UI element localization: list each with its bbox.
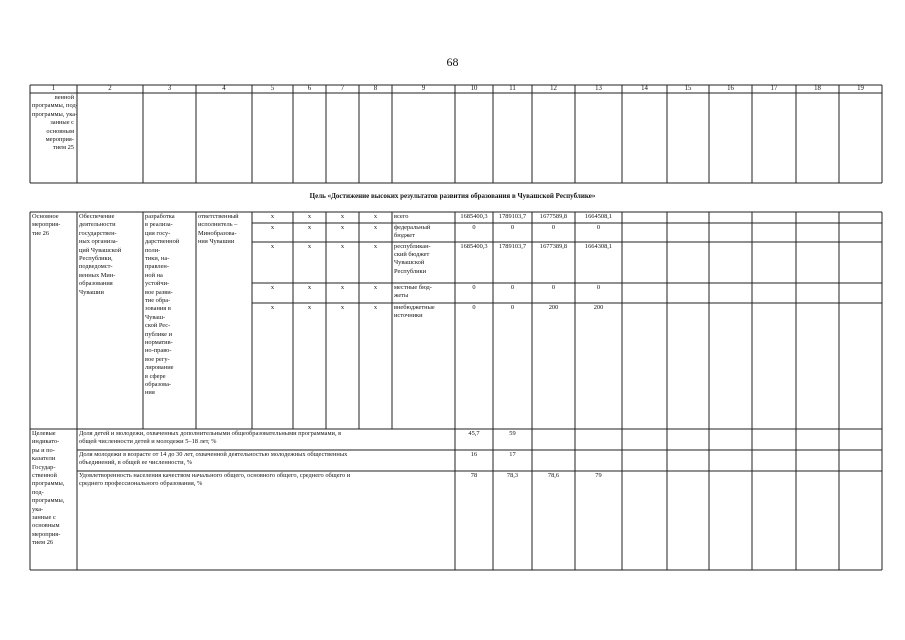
code-cell: х [373,303,378,311]
event-task: устойчи- [145,280,170,288]
event-task: зования в [145,305,171,313]
funding-source: внебюджетные [394,303,435,311]
event-title: венных Мин- [79,271,116,279]
indicators-label: казатели [32,455,56,463]
funding-source: республикан- [394,242,431,250]
indicators-label: Государ- [32,463,56,471]
indicators-label: Целевые [32,430,56,437]
event-task: публике и [145,330,173,338]
event-task: ния [145,389,155,397]
page-number: 68 [446,55,459,69]
code-cell: х [307,212,312,220]
code-cell: х [270,303,275,311]
continued-row-label: тием 25 [52,144,74,152]
funding-source: источники [394,311,423,319]
event-task: тие обра- [145,297,171,304]
indicators-label: программы, [32,480,65,488]
funding-value: 1664508,1 [584,212,613,220]
continued-row-label: мероприя- [45,136,74,143]
code-cell: х [340,242,345,250]
indicator-text: общей численности детей и молодежи 5–18 лет, % [79,438,217,446]
code-cell: х [270,242,275,250]
funding-value: 0 [472,223,476,231]
column-header: 2 [108,85,112,92]
event-title: подведомст- [79,263,113,271]
event-name: тие 26 [32,229,50,237]
funding-source: всего [394,212,409,220]
continued-row-label: программы, ука- [32,110,78,118]
code-cell: х [270,212,275,220]
event-name: Основное [32,213,59,220]
code-cell: х [307,303,312,311]
event-title: Чувашии [79,288,104,296]
indicator-text: Доля детей и молодежи, охваченных дополнительными общеобразовательными программами, в [79,430,342,437]
continued-row-label: программы, под- [32,102,78,110]
continued-row-label: венной [54,94,74,101]
event-task: норматив- [145,339,173,346]
indicators-label: занные с [32,514,56,521]
event-task: правлен- [145,263,169,271]
indicators-label: под- [32,488,44,496]
funding-value: 0 [596,283,601,291]
column-header: 6 [307,85,312,92]
column-header: 9 [421,85,426,92]
code-cell: х [340,283,345,291]
code-cell: х [307,223,312,231]
column-header: 5 [270,85,275,92]
indicator-value: 16 [470,451,478,458]
funding-source: Чувашской [394,259,425,267]
indicators-label: программы, [32,497,65,505]
event-task: лирование [145,364,174,372]
indicator-value: 59 [509,430,516,437]
code-cell: х [373,223,378,231]
column-header: 11 [509,85,516,92]
funding-value: 1685400,3 [460,212,488,220]
funding-source: ский бюджет [394,250,430,258]
indicator-value: 79 [595,472,602,479]
column-header: 1 [51,85,56,92]
event-task: ной на [145,271,163,279]
indicator-text: Доля молодежи в возрасте от 14 до 30 лет, охваченной деятельностью молодежных общественных [79,451,348,458]
funding-value: 1789103,7 [498,212,527,220]
goal-heading: Цель «Достижение высоких результатов развития образования в Чувашской Республике» [309,192,596,200]
funding-value: 0 [510,283,515,291]
code-cell: х [373,283,378,291]
column-header: 19 [857,85,864,92]
code-cell: х [373,212,378,220]
funding-source: жеты [394,291,409,299]
funding-value: 1685400,3 [460,242,488,250]
funding-value: 1664308,1 [584,242,613,250]
event-task: Чуваш- [145,313,166,321]
indicators-label: ственной [32,472,57,479]
column-header: 10 [470,85,478,92]
code-cell: х [340,223,345,231]
indicator-value: 45,7 [468,430,480,437]
event-task: но-право- [145,347,172,355]
responsible-executor: Минобразова- [198,229,237,237]
column-header: 15 [684,85,692,92]
column-header: 4 [222,85,226,92]
column-header: 16 [727,85,734,92]
event-title: ных организа- [79,238,118,246]
event-task: ция госу- [145,229,171,237]
event-title: ций Чувашской [79,246,122,254]
code-cell: х [307,242,312,250]
indicator-value: 78,3 [506,472,519,479]
funding-value: 0 [551,283,556,291]
funding-value: 0 [510,303,515,311]
indicator-value: 78 [470,472,478,479]
funding-source: Республики [394,267,427,275]
event-task: образова- [145,381,172,388]
column-header: 12 [550,85,557,92]
indicator-value: 78,6 [547,472,560,479]
indicators-label: ры и по- [32,446,55,454]
continued-row-label: занные с [50,119,74,127]
column-header: 14 [641,85,648,92]
column-header: 8 [373,85,378,92]
indicators-label: основным [32,522,60,530]
column-header: 3 [167,85,172,92]
continued-row-label: основным [46,127,74,135]
code-cell: х [340,303,345,311]
funding-value: 200 [548,303,559,311]
code-cell: х [270,283,275,291]
funding-value: 0 [510,223,515,231]
event-name: мероприя- [32,221,61,229]
event-task: дарственной [145,238,180,246]
event-task: в сфере [145,372,166,380]
code-cell: х [373,242,378,250]
event-title: образования [79,280,113,288]
funding-value: 0 [472,283,476,291]
event-title: государствен- [79,229,117,237]
indicators-label: индикато- [32,438,60,446]
event-title: Обеспечение [79,213,115,220]
column-header: 13 [595,85,602,92]
funding-value: 1677589,8 [539,212,568,220]
event-task: в реализа- [145,221,173,229]
event-task: вое регу- [145,355,170,363]
column-header: 18 [814,85,821,92]
indicators-label: мероприя- [32,530,61,538]
funding-value: 1789103,7 [498,242,527,250]
event-task: ской Рес- [145,322,171,330]
event-task: тики, на- [145,255,170,262]
indicator-text: Удовлетворенность населения качеством начального общего, основного общего, среднего общего и [79,472,351,479]
event-task: разработка [145,213,175,220]
code-cell: х [270,223,275,231]
funding-source: местные бюд- [394,283,432,291]
indicator-text: среднего профессионального образования, % [79,480,203,488]
indicators-label: тием 26 [32,539,54,547]
funding-value: 0 [551,223,556,231]
indicator-text: объединений, в общей ее численности, % [79,459,193,467]
event-title: Республики, [79,255,113,262]
event-task: вое разви- [145,288,173,296]
event-title: деятельности [79,221,116,229]
funding-source: федеральный [394,223,431,231]
funding-source: бюджет [394,231,415,239]
funding-value: 1677389,8 [539,242,568,250]
event-task: поли- [145,246,161,254]
funding-value: 200 [593,303,604,311]
responsible-executor: ответственный [198,213,239,220]
column-header: 7 [340,85,345,92]
indicators-label: ука- [32,505,44,513]
responsible-executor: исполнитель – [198,221,238,229]
code-cell: х [340,212,345,220]
column-header: 17 [770,85,778,92]
code-cell: х [307,283,312,291]
responsible-executor: ния Чувашии [198,238,235,246]
funding-value: 0 [596,223,601,231]
funding-value: 0 [472,303,476,311]
indicator-value: 17 [509,451,516,458]
